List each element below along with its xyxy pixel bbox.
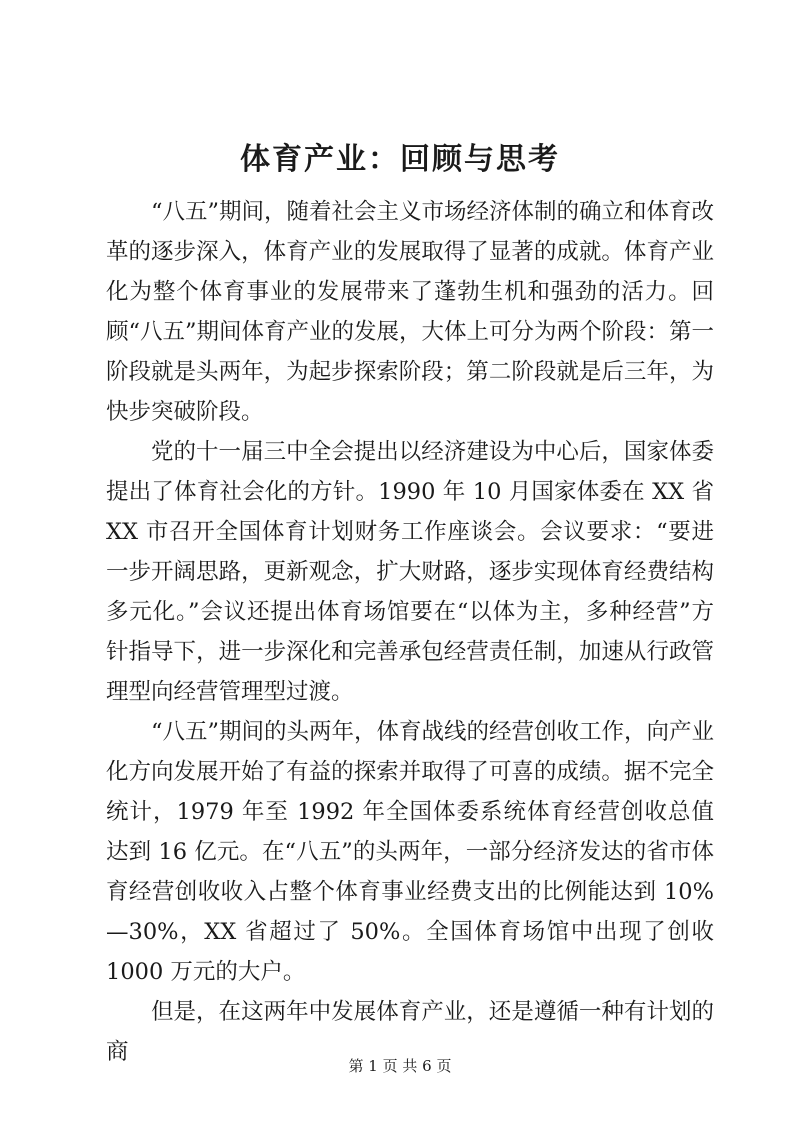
document-body xyxy=(106,192,714,1072)
paragraph: “八五”期间，随着社会主义市场经济体制的确立和体育改革的逐步深入，体育产业的发展取得了显著的成就。体育产业化为整个体育事业的发展带来了蓬勃生机和强劲的活力。回顾“八五”期间体育产业的发展，大体上可分为两个阶段：第一阶段就是头两年，为起步探索阶段；第二阶段就是后三年，为快步突破阶段。 xyxy=(106,199,715,425)
paragraph: 但是，在这两年中发展体育产业，还是遵循一种有计划的商 xyxy=(106,999,714,1065)
page-number-footer: 第 1 页 共 6 页 xyxy=(348,1057,452,1075)
paragraph: “八五”期间的头两年，体育战线的经营创收工作，向产业化方向发展开始了有益的探索并取得了可喜的成绩。据不完全统计，1979 年至 1992 年全国体委系统体育经营创收总值达到 16 亿元。在“八五”的头两年，一部分经济发达的省市体育经营创收收入占整个体育事业经费支出的比例能达到 10%—30%，XX 省超过了 50%。全国体育场馆中出现了创收 1000 万元的大户。 xyxy=(106,719,715,985)
document-title: 体育产业：回顾与思考 xyxy=(240,142,560,177)
paragraph: 党的十一届三中全会提出以经济建设为中心后，国家体委提出了体育社会化的方针。1990 年 10 月国家体委在 XX 省 XX 市召开全国体育计划财务工作座谈会。会议要求：“要进一步开阔思路，更新观念，扩大财路，逐步实现体育经费结构多元化。”会议还提出体育场馆要在“以体为主，多种经营”方针指导下，进一步深化和完善承包经营责任制，加速从行政管理型向经营管理型过渡。 xyxy=(106,439,714,705)
